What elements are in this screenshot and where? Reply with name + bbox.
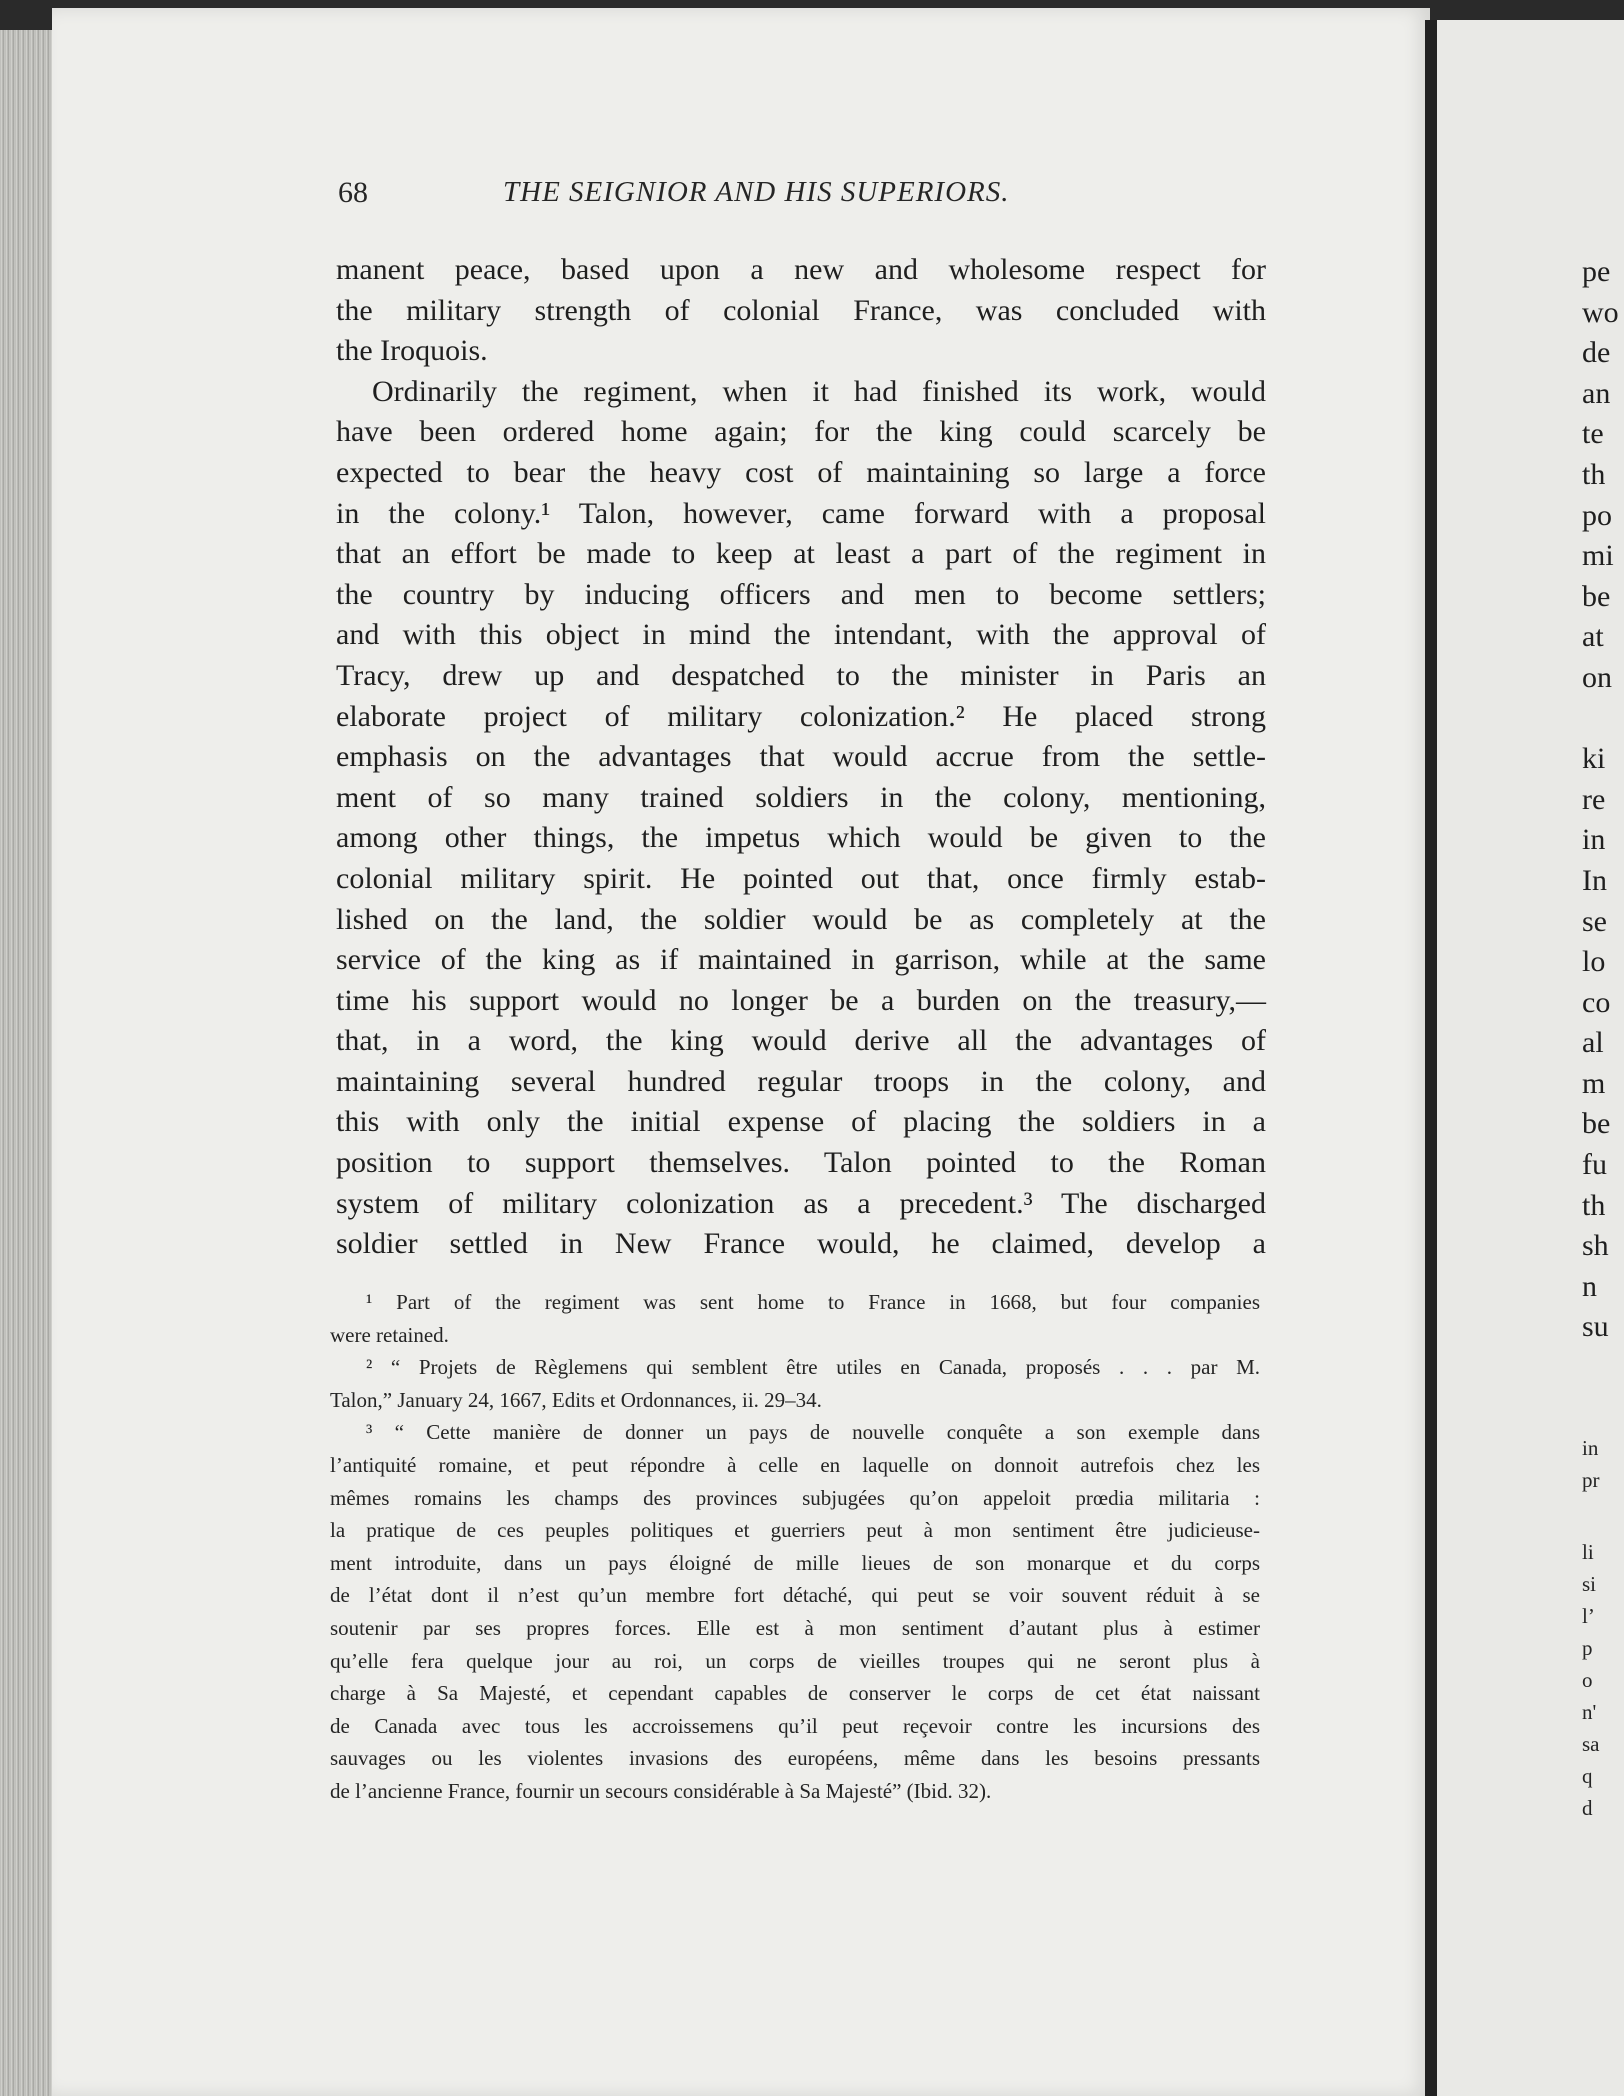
right-page-line: be: [1582, 1107, 1611, 1141]
right-footnote-line: li: [1582, 1540, 1594, 1564]
footnote-3-line: soutenir par ses propres forces. Elle est à mon sentiment d’autant plus à estimer: [330, 1615, 1260, 1640]
right-footnote-line: d: [1582, 1796, 1593, 1820]
right-page-line: wo: [1582, 295, 1619, 329]
footnote-3-line: ment introduite, dans un pays éloigné de mille lieues de son monarque et du corps: [330, 1550, 1260, 1575]
body-line: system of military colonization as a precedent.³ The discharged: [336, 1186, 1266, 1220]
right-footnote-gap: [1582, 1496, 1600, 1536]
body-line: ment of so many trained soldiers in the colony, mentioning,: [336, 780, 1266, 814]
body-line: that an effort be made to keep at least a part of the regiment in: [336, 537, 1266, 571]
page-header: [338, 176, 1098, 220]
body-line: have been ordered home again; for the king could scarcely be: [336, 415, 1266, 449]
body-line: service of the king as if maintained in garrison, while at the same: [336, 943, 1266, 977]
body-line: the country by inducing officers and men to become settlers;: [336, 577, 1266, 611]
body-line: position to support themselves. Talon pointed to the Roman: [336, 1146, 1266, 1180]
right-page-line: n: [1582, 1269, 1597, 1303]
right-footnote-line: si: [1582, 1572, 1597, 1596]
body-line: emphasis on the advantages that would accrue from the settle-: [336, 740, 1266, 774]
body-line: lished on the land, the soldier would be as completely at the: [336, 902, 1266, 936]
body-line: elaborate project of military colonization.² He placed strong: [336, 699, 1266, 733]
right-page-footnote-fragment: [1582, 1432, 1600, 1824]
right-page-line: se: [1582, 904, 1607, 938]
right-footnote-line: q: [1582, 1764, 1593, 1788]
footnote-3-line: de Canada avec tous les accroissemens qu’il peut reçevoir contre les incursions des: [330, 1713, 1260, 1738]
body-line: Ordinarily the regiment, when it had finished its work, would: [372, 374, 1266, 408]
footnote-3-line: de l’ancienne France, fournir un secours considérable à Sa Majesté” (Ibid. 32).: [330, 1778, 992, 1803]
right-page-line: at: [1582, 620, 1604, 654]
right-page-line: an: [1582, 376, 1611, 410]
footnotes: [330, 1286, 1260, 1808]
footnote-3-line: la pratique de ces peuples politiques et guerriers peut à mon sentiment être judicieuse-: [330, 1518, 1260, 1543]
right-footnote-line: p: [1582, 1636, 1593, 1660]
footnote-1-line: were retained.: [330, 1322, 449, 1347]
footnote-3-line: sauvages ou les violentes invasions des européens, même dans les besoins pressants: [330, 1746, 1260, 1771]
body-line: this with only the initial expense of placing the soldiers in a: [336, 1105, 1266, 1139]
body-line: in the colony.¹ Talon, however, came forward with a proposal: [336, 496, 1266, 530]
body-line: the military strength of colonial France, was concluded with: [336, 293, 1266, 327]
right-page-line: m: [1582, 1066, 1606, 1100]
body-line: the Iroquois.: [336, 334, 488, 368]
body-line: that, in a word, the king would derive all the advantages of: [336, 1024, 1266, 1058]
body-line: manent peace, based upon a new and wholesome respect for: [336, 253, 1266, 286]
book-gutter: [1425, 20, 1437, 2096]
right-page-line: su: [1582, 1310, 1609, 1344]
body-line: soldier settled in New France would, he claimed, develop a: [336, 1227, 1266, 1261]
footnote-1-line: ¹ Part of the regiment was sent home to France in 1668, but four companies: [366, 1290, 1260, 1314]
footnote-3-line: qu’elle fera quelque jour au roi, un corps de vieilles troupes qui ne seront plus à: [330, 1648, 1260, 1673]
footnote-2-line: ² “ Projets de Règlemens qui semblent être utiles en Canada, proposés . . . par M.: [366, 1355, 1260, 1380]
right-page-line: al: [1582, 1026, 1604, 1060]
body-line: Tracy, drew up and despatched to the minister in Paris an: [336, 658, 1266, 692]
page-number: 68: [338, 176, 368, 209]
footnote-2-line: Talon,” January 24, 1667, Edits et Ordonnances, ii. 29–34.: [330, 1387, 822, 1412]
right-page-line: ki: [1582, 742, 1606, 776]
right-page-line: lo: [1582, 945, 1606, 979]
right-page-line: co: [1582, 985, 1611, 1019]
right-page-line: in: [1582, 823, 1606, 857]
right-page-line: pe: [1582, 255, 1611, 288]
right-footnote-line: in: [1582, 1436, 1599, 1460]
footnote-3-line: mêmes romains les champs des provinces subjugées qu’on appeloit prœdia militaria :: [330, 1485, 1260, 1510]
footnote-3-line: ³ “ Cette manière de donner un pays de nouvelle conquête a son exemple dans: [366, 1420, 1260, 1445]
right-page-line: po: [1582, 498, 1612, 532]
right-page-line: In: [1582, 863, 1607, 897]
footnote-3-line: l’antiquité romaine, et peut répondre à celle en laquelle on donnoit autrefois chez les: [330, 1452, 1260, 1477]
right-page-line: th: [1582, 1188, 1606, 1222]
right-page-line: sh: [1582, 1229, 1609, 1263]
body-line: expected to bear the heavy cost of maintaining so large a force: [336, 455, 1266, 489]
right-page-line: fu: [1582, 1148, 1607, 1182]
right-footnote-line: o: [1582, 1668, 1593, 1692]
right-page-line: on: [1582, 660, 1612, 694]
body-line: time his support would no longer be a burden on the treasury,—: [336, 983, 1266, 1017]
right-page-text-fragment: [1582, 252, 1619, 1348]
body-text: [336, 250, 1266, 1265]
right-footnote-line: pr: [1582, 1468, 1600, 1492]
body-line: colonial military spirit. He pointed out that, once firmly estab-: [336, 861, 1266, 895]
body-line: maintaining several hundred regular troops in the colony, and: [336, 1064, 1266, 1098]
right-page-line: re: [1582, 782, 1606, 816]
right-page-line: de: [1582, 336, 1611, 370]
right-page-line: mi: [1582, 539, 1614, 573]
right-footnote-line: n': [1582, 1700, 1597, 1724]
right-page-line: th: [1582, 457, 1606, 491]
right-page-line: te: [1582, 417, 1604, 451]
footnote-3-line: de l’état dont il n’est qu’un membre fort détaché, qui peut se voir souvent réduit à se: [330, 1583, 1260, 1608]
right-footnote-line: l’: [1582, 1604, 1595, 1628]
body-line: among other things, the impetus which would be given to the: [336, 821, 1266, 855]
body-line: and with this object in mind the intendant, with the approval of: [336, 618, 1266, 652]
footnote-3-line: charge à Sa Majesté, et cependant capables de conserver le corps de cet état naissant: [330, 1681, 1260, 1706]
right-footnote-line: sa: [1582, 1732, 1600, 1756]
right-page-line: be: [1582, 579, 1611, 613]
running-head: THE SEIGNIOR AND HIS SUPERIORS.: [503, 176, 1010, 208]
right-page-paragraph-gap: [1582, 699, 1619, 740]
